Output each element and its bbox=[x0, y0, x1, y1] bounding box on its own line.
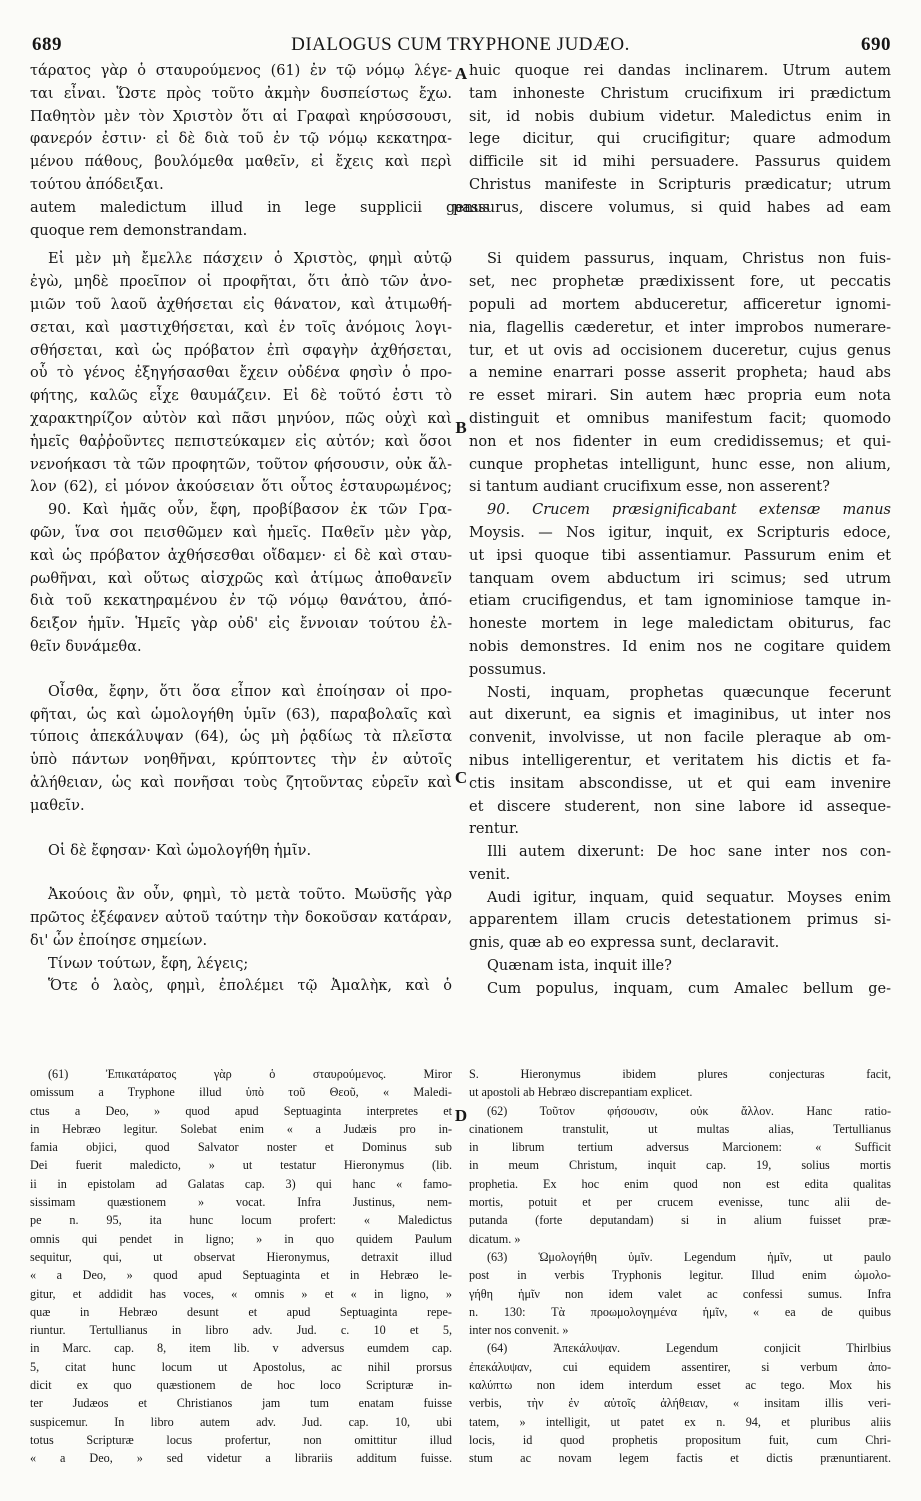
text-line: venit. bbox=[469, 866, 511, 883]
text-line: Illi autem dixerunt: De hoc sane inter nos con- bbox=[487, 844, 891, 861]
footnote-line: καλύπτω non idem interdum esset ac tego. Mox his bbox=[469, 1378, 891, 1393]
footnote-line: verbis, τὴν ἐν αὐτοῖς ἀλήθειαν, « insitam illis veri- bbox=[469, 1396, 891, 1411]
text-line: Παθητὸν μὲν τὸν Χριστὸν ὅτι αἱ Γραφαὶ κηρύσσουσι, bbox=[30, 108, 452, 125]
margin-marker-b: B bbox=[455, 418, 467, 437]
text-line: 90. Καὶ ἡμᾶς οὖν, ἔφη, προβίβασον ἐκ τῶν Γρα- bbox=[48, 502, 452, 519]
text-line: Ἀκούοις ἂν οὖν, φημὶ, τὸ μετὰ τοῦτο. Μωϋσῆς γὰρ bbox=[48, 887, 452, 904]
text-line: διὰ τοῦ κεκατηραμένου ἐν τῷ νόμῳ θανάτου, ἀπό- bbox=[30, 593, 452, 610]
footnote-line: in Hebræo legitur. Solebat enim « a Judæis pro in- bbox=[30, 1121, 452, 1136]
text-line: σθήσεται, καὶ ὡς πρόβατον ἐπὶ σφαγὴν ἀχθήσεται, bbox=[30, 342, 452, 359]
text-line: ἡμεῖς θαῤῥοῦντες πεπιστεύκαμεν εἰς αὐτόν; καὶ ὅσοι bbox=[30, 433, 452, 450]
text-line: ὑπὸ πάντων νοηθῆναι, κρύπτοντες τὴν ἐν αὐτοῖς bbox=[30, 752, 452, 769]
text-line: convenit, involvisse, ut non facile pleraque ab om- bbox=[469, 730, 891, 747]
text-line: nia, flagellis cæderetur, et inter improbos numerare- bbox=[469, 319, 891, 336]
text-line: lege dicitur, qui crucifigitur; quare admodum bbox=[469, 131, 891, 148]
footnotes-right bbox=[469, 1065, 891, 1468]
footnote-line: locis, id quod prophetis propositum fuit, cum Chri- bbox=[469, 1432, 891, 1447]
footnote-line: (63) Ὡμολογήθη ὑμῖν. Legendum ἡμῖν, ut paulo bbox=[487, 1249, 891, 1264]
text-line: distinguit et omnibus manifestum facit; quomodo bbox=[469, 410, 891, 427]
text-line: φήτης, καλῶς εἶχε θαυμάζειν. Εἰ δὲ τοῦτό ἐστι τὸ bbox=[30, 388, 452, 405]
footnote-line: inter nos convenit. » bbox=[469, 1323, 569, 1338]
footnote-line: « a Deo, » quod apud Septuaginta et in Hebræo le- bbox=[30, 1268, 452, 1283]
text-line: λον (62), εἰ μόνον ἀκούσειαν ὅτι οὗτος ἐσταυρωμένος; bbox=[30, 479, 452, 496]
footnote-line: dicit ex quo quæstionem de hoc loco Scripturæ in- bbox=[30, 1378, 452, 1393]
text-line: δι' ὧν ἐποίησε σημείων. bbox=[30, 932, 208, 949]
text-line: non et nos fidenter in eum credidissemus; et qui- bbox=[469, 433, 891, 450]
text-line: ut ipsi quoque tibi assentiamur. Passurum enim et bbox=[469, 547, 891, 564]
footnote-line: ctus a Deo, » quod apud Septuaginta interpretes et bbox=[30, 1103, 452, 1118]
text-line: nibus intelligerentur, et veritatem his dictis et fa- bbox=[469, 752, 891, 769]
footnote-line: S. Hieronymus ibidem plures conjecturas facit, bbox=[469, 1067, 891, 1081]
text-line: οὗ τὸ γένος ἐξηγήσασθαι ἔχειν οὐδένα φησὶν ὁ προ- bbox=[30, 365, 452, 382]
text-line: χαρακτηρίζον αὐτὸν καὶ πᾶσι μηνύον, πῶς οὐχὶ καὶ bbox=[30, 410, 452, 427]
text-line: πρῶτος ἐξέφανεν αὐτοῦ ταύτην τὴν δοκοῦσαν κατάραν, bbox=[30, 910, 452, 927]
text-line: tanquam ovem abductum iri scimus; sed utrum bbox=[469, 570, 891, 587]
footnote-line: γήθη ἡμῖν non idem valet ac confessi sumus. Infra bbox=[469, 1286, 891, 1301]
text-line: huic quoque rei dandas inclinarem. Utrum autem bbox=[469, 63, 891, 79]
text-line: apparentem illam crucis detestationem primus si- bbox=[469, 912, 891, 929]
footnote-line: prophetia. Ex hoc enim quod non est edita qualitas bbox=[469, 1176, 891, 1191]
text-line: passurus, discere volumus, si quid habes ad eam bbox=[453, 199, 891, 216]
footnote-line: riuntur. Tertullianus in libro adv. Jud. c. 10 et 5, bbox=[30, 1323, 452, 1338]
text-line: Ὅτε ὁ λαὸς, φημὶ, ἐπολέμει τῷ Ἀμαλὴκ, καὶ ὁ bbox=[48, 978, 452, 995]
footnote-line: putanda (forte deputandam) si in alium fuisset præ- bbox=[469, 1213, 891, 1228]
text-line: Quænam ista, inquit ille? bbox=[487, 958, 672, 975]
page-header bbox=[30, 34, 891, 60]
footnote-line: mortis, potuit et per crucem evenisse, tunc alii de- bbox=[469, 1195, 891, 1210]
footnotes-left bbox=[30, 1065, 452, 1468]
section-heading: 90. Crucem præsignificabant extensæ manus bbox=[487, 502, 891, 519]
text-line: honeste mortem in lege maledictam obiturus, fac bbox=[469, 616, 891, 633]
footnote-line: gitur, et addidit has voces, « omnis » et « in ligno, » bbox=[30, 1286, 452, 1301]
text-line: re esset mirari. Sin autem hæc propria eum nota bbox=[469, 388, 891, 405]
text-line: aut dixerunt, ea signis et imaginibus, ut inter nos bbox=[469, 707, 891, 724]
text-line: τούτου ἀπόδειξαι. bbox=[30, 176, 164, 193]
footnote-line: ut apostoli ab Hebræo discrepantiam explicet. bbox=[469, 1085, 693, 1100]
text-line: μαθεῖν. bbox=[30, 797, 85, 814]
footnote-line: in Marc. cap. 8, item lib. v adversus eumdem cap. bbox=[30, 1341, 452, 1356]
text-line: sit, id nobis dubium videtur. Maledictus enim in bbox=[469, 108, 891, 125]
text-line: gnis, quæ ab eo expressa sunt, declaravit. bbox=[469, 935, 780, 952]
text-line: quoque rem demonstrandam. bbox=[30, 222, 248, 239]
footnote-line: in librum tertium adversus Marcionem: « Sufficit bbox=[469, 1140, 891, 1155]
text-line: Audi igitur, inquam, quid sequatur. Moyses enim bbox=[487, 889, 891, 906]
text-line: νενοήκασι τὰ τῶν προφητῶν, τοῦτον φήσουσιν, οὐκ ἄλ- bbox=[30, 456, 452, 473]
text-line: populi ad mortem abduceretur, afficeretur ignomi- bbox=[469, 296, 891, 313]
footnote-line: (62) Τοῦτον φήσουσιν, οὐκ ἄλλον. Hanc ratio- bbox=[487, 1103, 891, 1118]
margin-marker-a: A bbox=[454, 64, 468, 83]
text-line: Τίνων τούτων, ἔφη, λέγεις; bbox=[48, 955, 249, 972]
footnote-line: pe n. 95, ita hunc locum profert: « Maledictus bbox=[30, 1213, 452, 1228]
text-line: a nemine enarrari posse asserit propheta; haud abs bbox=[469, 365, 891, 382]
text-line: φῶν, ἵνα σοι πεισθῶμεν καὶ ἡμεῖς. Παθεῖν μὲν γὰρ, bbox=[30, 524, 452, 541]
footnote-line: sequitur, qui, ut observat Hieronymus, detraxit illud bbox=[30, 1249, 452, 1264]
footnote-line: sissimam quæstionem » vocat. Infra Justinus, nem- bbox=[30, 1195, 452, 1210]
text-line: καὶ ὡς πρόβατον ἀχθήσεσθαι οἴδαμεν· εἰ δὲ καὶ σταυ- bbox=[30, 547, 452, 564]
latin-column bbox=[453, 60, 891, 1001]
footnote-line: totus Scripturæ locus profertur, non omittitur illud bbox=[30, 1432, 452, 1447]
text-line: σεται, καὶ μαστιχθήσεται, καὶ ἐν τοῖς ἀνόμοις λογι- bbox=[30, 319, 452, 336]
footnote-line: Dei fuerit maledicto, » ut testatur Hieronymus (lib. bbox=[30, 1158, 452, 1173]
footnote-line: omissum a Tryphone illud ὑπὸ τοῦ Θεοῦ, « Maledi- bbox=[30, 1085, 452, 1100]
text-line: Εἰ μὲν μὴ ἔμελλε πάσχειν ὁ Χριστὸς, φημὶ αὐτῷ bbox=[48, 251, 452, 268]
text-line: δειξον ἡμῖν. Ἡμεῖς γὰρ οὐδ' εἰς ἔννοιαν τούτου ἐλ- bbox=[30, 616, 452, 633]
text-line: tur, et ut ovis ad occisionem duceretur, cujus genus bbox=[469, 342, 891, 359]
text-line: μιῶν τοῦ λαοῦ ἀχθήσεται εἰς θάνατον, καὶ ἀτιμωθή- bbox=[30, 296, 452, 313]
text-line: θεῖν δυνάμεθα. bbox=[30, 638, 142, 655]
text-line: ται εἶναι. Ὥστε πρὸς τοῦτο ἀκμὴν δυσπείστως ἔχω. bbox=[30, 85, 452, 102]
footnote-line: « a Deo, » sed videtur a librariis additum fuisse. bbox=[30, 1451, 452, 1466]
text-line: ἐγὼ, μηδὲ προεῖπον οἱ προφῆται, ὅτι ἀπὸ τῶν ἀνο- bbox=[30, 274, 452, 291]
footnote-line: dicatum. » bbox=[469, 1231, 521, 1246]
footnote-line: n. 130: Τὰ προωμολογημένα ἡμῖν, « ea de quibus bbox=[469, 1304, 891, 1319]
footnote-line: (64) Ἀπεκάλυψαν. Legendum conjicit Thirlbius bbox=[487, 1341, 891, 1356]
footnote-line: famia objici, quod Salvator noster et Dominus sub bbox=[30, 1140, 452, 1155]
margin-marker-c: C bbox=[454, 768, 468, 787]
footnote-line: cinationem transtulit, ut multas alias, Tertullianus bbox=[469, 1121, 891, 1136]
footnote-line: ii in epistolam ad Galatas cap. 3) qui hanc « famo- bbox=[30, 1176, 452, 1191]
page-number-left: 689 bbox=[32, 34, 62, 55]
page-number-right: 690 bbox=[861, 34, 891, 55]
text-line: μένου πάθους, βουλόμεθα μαθεῖν, εἰ ἔχεις καὶ περὶ bbox=[30, 154, 452, 171]
text-line: ctis insitam abscondisse, ut et qui eam invenire bbox=[469, 775, 891, 792]
margin-marker-d: D bbox=[454, 1106, 468, 1125]
text-line: ἀλήθειαν, ὡς καὶ πονῆσαι τοὺς ζητοῦντας εὑρεῖν καὶ bbox=[30, 774, 452, 791]
text-line: si tantum audiant crucifixum esse, non asserent? bbox=[469, 479, 830, 496]
text-line: φανερόν ἐστιν· εἰ δὲ διὰ τοῦ ἐν τῷ νόμῳ κεκατηρα- bbox=[30, 131, 452, 148]
text-line: τύποις ἀπεκάλυψαν (64), ὡς μὴ ῥᾳδίως τὰ πλεῖστα bbox=[30, 729, 452, 746]
text-line: et discere studerent, non sine labore id assequе- bbox=[469, 798, 891, 815]
footnote-line: quæ in Hebræo desunt et apud Septuaginta repe- bbox=[30, 1304, 452, 1319]
text-line: difficile sit id mihi persuadere. Passurus quidem bbox=[469, 154, 891, 171]
footnote-line: ἐπεκάλυψαν, cui equidem assentirer, si verbum ἀπο- bbox=[469, 1359, 891, 1374]
footnote-line: ter Judæos et Christianos jam tum enatam fuisse bbox=[30, 1396, 452, 1411]
footnote-line: in meum Christum, inquit cap. 19, solius mortis bbox=[469, 1158, 891, 1173]
text-line: etiam crucifigendus, et tam ignominiose tamque in- bbox=[469, 593, 891, 610]
text-line: Cum populus, inquam, cum Amalec bellum ge- bbox=[487, 980, 891, 997]
footnote-line: tatem, » intelligit, ut patet ex n. 94, et pluribus aliis bbox=[469, 1414, 891, 1429]
text-line: ρωθῆναι, καὶ οὕτως αἰσχρῶς καὶ ἀτίμως ἀποθανεῖν bbox=[30, 570, 452, 587]
text-line: Οἱ δὲ ἔφησαν· Καὶ ὡμολογήθη ἡμῖν. bbox=[48, 842, 312, 859]
footnote-line: omnis qui pendet in ligno; » in quo quidem Paulum bbox=[30, 1231, 452, 1246]
text-line: Christus manifeste in Scripturis prædicatur; utrum bbox=[469, 176, 891, 193]
footnote-line: (61) Ἐπικατάρατος γὰρ ὁ σταυρούμενος. Miror bbox=[48, 1067, 452, 1081]
text-line: autem maledictum illud in lege supplicii genus bbox=[30, 199, 490, 216]
text-line: rentur. bbox=[469, 821, 519, 838]
text-line: cunque prophetas intelligunt, hunc esse, non alium, bbox=[469, 456, 891, 473]
running-title: DIALOGUS CUM TRYPHONE JUDÆO. bbox=[291, 34, 630, 55]
text-line: set, nec prophetæ prædixissent fore, ut peccatis bbox=[469, 274, 891, 291]
text-line: tam inhoneste Christum crucifixum iri prædictum bbox=[469, 85, 891, 102]
footnote-line: 5, citat hunc locum ut Apostolus, ac nihil prorsus bbox=[30, 1359, 452, 1374]
text-line: Moysis. — Nos igitur, inquit, ex Scripturis edoce, bbox=[469, 524, 891, 541]
text-line: Si quidem passurus, inquam, Christus non fuis- bbox=[487, 251, 891, 268]
footnote-line: post in verbis Tryphonis legitur. Illud enim ὡμολο- bbox=[469, 1268, 891, 1283]
text-line: φῆται, ὡς καὶ ὡμολογήθη ὑμῖν (63), παραβολαῖς καὶ bbox=[30, 706, 452, 723]
text-line: τάρατος γὰρ ὁ σταυρούμενος (61) ἐν τῷ νόμῳ λέγε- bbox=[30, 63, 452, 79]
text-line: nobis demonstres. Id enim nos ne cogitare quidem bbox=[469, 638, 891, 655]
footnote-line: stum ac novam legem factis et dictis prænuntiarent. bbox=[469, 1451, 891, 1466]
text-line: Nosti, inquam, prophetas quæcunque fecerunt bbox=[487, 684, 891, 701]
text-line: possumus. bbox=[469, 661, 547, 678]
footnote-line: suspicemur. In libro autem adv. Jud. cap. 10, ubi bbox=[30, 1414, 452, 1429]
text-line: Οἶσθα, ἔφην, ὅτι ὅσα εἶπον καὶ ἐποίησαν οἱ προ- bbox=[48, 683, 452, 700]
